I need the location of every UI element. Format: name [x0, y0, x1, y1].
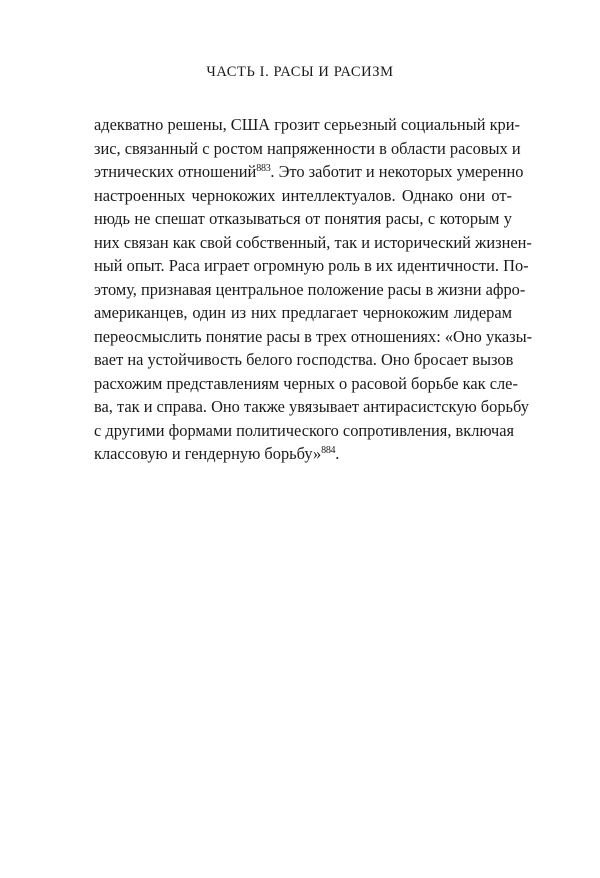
text-line: них связан как свой собственный, так и исторический жизнен-	[94, 232, 532, 252]
text-line: этому, признавая центральное положение расы в жизни афро-	[94, 279, 526, 299]
text-segment: этнических отношений	[94, 162, 257, 181]
footnote-ref[interactable]: 883	[256, 163, 271, 174]
text-line: расхожим представлениям черных о расовой борьбе как сле-	[94, 373, 518, 393]
text-line: нюдь не спешат отказываться от понятия расы, с которым у	[94, 209, 512, 228]
text-line: с другими формами политического сопротивления, включая	[94, 420, 515, 440]
body-paragraph	[94, 113, 533, 466]
text-line: настроенных чернокожих интеллектуалов. Однако они от-	[94, 185, 512, 205]
text-line: классовую и гендерную борьбу»$^{884}$.	[94, 444, 340, 463]
text-line: ва, так и справа. Оно также увязывает антирасистскую борьбу	[94, 397, 529, 416]
text-line: американцев, один из них предлагает чернокожим лидерам	[94, 303, 512, 322]
text-line: переосмыслить понятие расы в трех отношениях: «Оно указы-	[94, 326, 533, 346]
text-line: вает на устойчивость белого господства. Оно бросает вызов	[94, 350, 514, 369]
text-line: ный опыт. Раса играет огромную роль в их идентичности. По-	[94, 256, 529, 275]
running-head: ЧАСТЬ I. РАСЫ И РАСИЗМ	[206, 64, 394, 80]
text-segment: классовую и гендерную борьбу»	[94, 444, 322, 463]
text-segment: Это заботит и некоторых умеренно	[278, 162, 524, 181]
text-line: зис, связанный с ростом напряженности в области расовых и	[94, 138, 521, 158]
text-line: адекватно решены, США грозит серьезный социальный кри-	[94, 115, 520, 134]
text-line: этнических отношений$^{883}$. Это заботит и некоторых умеренно	[94, 162, 524, 181]
footnote-ref[interactable]: 884	[321, 445, 336, 456]
